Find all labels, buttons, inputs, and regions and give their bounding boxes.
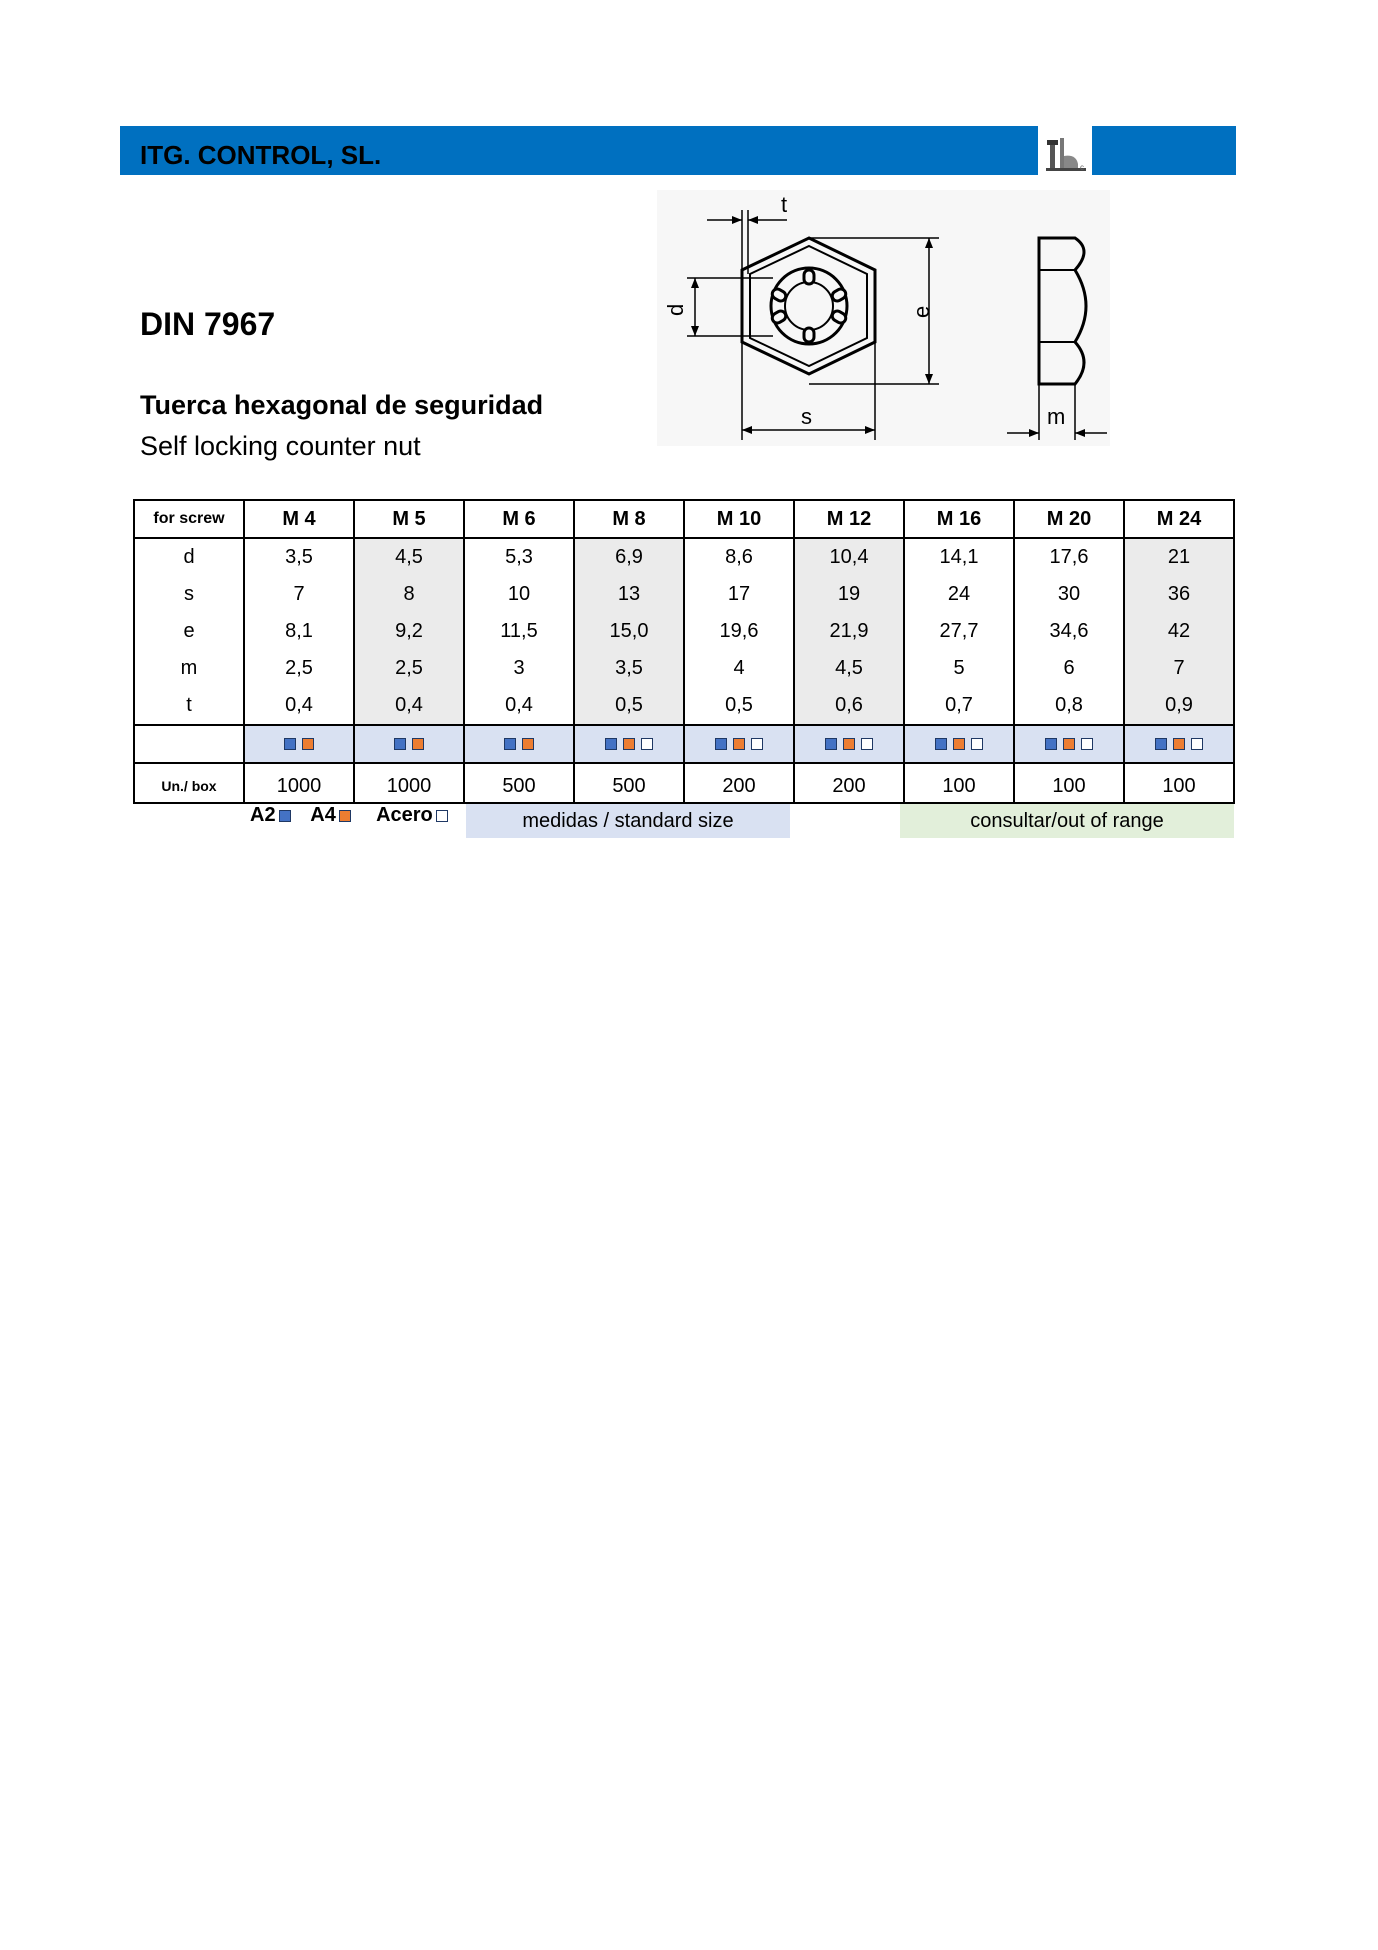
material-legend xyxy=(250,804,451,838)
acero-swatch-icon xyxy=(641,738,653,750)
technical-drawing xyxy=(657,190,1110,446)
table-cell: 0,9 xyxy=(1124,687,1234,725)
spacer-cell xyxy=(354,763,464,770)
table-spacer xyxy=(134,763,1234,770)
units-per-box-cell: 1000 xyxy=(244,770,354,803)
a2-swatch-icon xyxy=(284,738,296,750)
a2-swatch-icon xyxy=(935,738,947,750)
spacer-cell xyxy=(244,763,354,770)
table-cell: 0,5 xyxy=(684,687,794,725)
table-cell: 8,1 xyxy=(244,613,354,650)
table-cell: 19,6 xyxy=(684,613,794,650)
a2-swatch-icon xyxy=(825,738,837,750)
materials-cell xyxy=(684,725,794,763)
a4-swatch-icon xyxy=(522,738,534,750)
spacer-cell xyxy=(464,763,574,770)
legend-acero-label: Acero xyxy=(376,804,433,827)
a4-swatch-icon xyxy=(843,738,855,750)
units-per-box-cell: 500 xyxy=(464,770,574,803)
materials-cell xyxy=(1014,725,1124,763)
table-cell: 42 xyxy=(1124,613,1234,650)
size-header: M 4 xyxy=(244,500,354,538)
units-per-box-cell: 500 xyxy=(574,770,684,803)
row-label: t xyxy=(134,687,244,725)
units-per-box-cell: 100 xyxy=(1014,770,1124,803)
materials-cell xyxy=(794,725,904,763)
table-cell: 34,6 xyxy=(1014,613,1124,650)
spacer-cell xyxy=(904,763,1014,770)
a4-swatch-icon xyxy=(1173,738,1185,750)
materials-cell xyxy=(574,725,684,763)
size-header: M 8 xyxy=(574,500,684,538)
size-header: M 10 xyxy=(684,500,794,538)
table-cell: 2,5 xyxy=(244,650,354,687)
table-cell: 10,4 xyxy=(794,538,904,576)
table-cell: 0,4 xyxy=(244,687,354,725)
a2-swatch-icon xyxy=(504,738,516,750)
legend-a2-label: A2 xyxy=(250,804,276,827)
table-row xyxy=(134,538,1234,576)
acero-swatch-icon xyxy=(1191,738,1203,750)
table-header-row xyxy=(134,500,1234,538)
size-header: M 5 xyxy=(354,500,464,538)
a2-swatch-icon xyxy=(605,738,617,750)
a2-swatch-icon xyxy=(1045,738,1057,750)
table-cell: 2,5 xyxy=(354,650,464,687)
size-header: M 20 xyxy=(1014,500,1124,538)
units-per-box-row xyxy=(134,770,1234,803)
table-cell: 17,6 xyxy=(1014,538,1124,576)
table-row xyxy=(134,687,1234,725)
table-cell: 5,3 xyxy=(464,538,574,576)
spacer-cell xyxy=(1014,763,1124,770)
legend-a4-label: A4 xyxy=(310,804,336,827)
units-per-box-cell: 200 xyxy=(684,770,794,803)
spacer-cell xyxy=(794,763,904,770)
a4-swatch-icon xyxy=(953,738,965,750)
svg-text:c: c xyxy=(1080,163,1084,172)
a2-swatch-icon xyxy=(279,810,291,822)
a2-swatch-icon xyxy=(1155,738,1167,750)
product-title-es: Tuerca hexagonal de seguridad xyxy=(140,390,544,420)
a2-swatch-icon xyxy=(394,738,406,750)
table-cell: 8 xyxy=(354,576,464,613)
acero-swatch-icon xyxy=(971,738,983,750)
legend-out-of-range: consultar/out of range xyxy=(900,804,1234,838)
table-cell: 7 xyxy=(1124,650,1234,687)
table-cell: 36 xyxy=(1124,576,1234,613)
units-per-box-cell: 100 xyxy=(1124,770,1234,803)
table-cell: 14,1 xyxy=(904,538,1014,576)
table-cell: 7 xyxy=(244,576,354,613)
table-cell: 9,2 xyxy=(354,613,464,650)
table-cell: 0,5 xyxy=(574,687,684,725)
itg-logo-icon xyxy=(1038,126,1092,175)
dimensions-table xyxy=(133,499,1235,804)
acero-swatch-icon xyxy=(751,738,763,750)
table-cell: 30 xyxy=(1014,576,1124,613)
row-label: m xyxy=(134,650,244,687)
table-cell: 21,9 xyxy=(794,613,904,650)
table-cell: 3,5 xyxy=(244,538,354,576)
table-row xyxy=(134,650,1234,687)
table-cell: 24 xyxy=(904,576,1014,613)
table-cell: 19 xyxy=(794,576,904,613)
product-title-en: Self locking counter nut xyxy=(140,431,421,461)
table-cell: 5 xyxy=(904,650,1014,687)
header-label: for screw xyxy=(134,500,244,538)
table-cell: 4,5 xyxy=(794,650,904,687)
legend-standard-size: medidas / standard size xyxy=(466,804,790,838)
a2-swatch-icon xyxy=(715,738,727,750)
materials-row-label xyxy=(134,725,244,763)
a4-swatch-icon xyxy=(623,738,635,750)
table-cell: 4 xyxy=(684,650,794,687)
table-cell: 10 xyxy=(464,576,574,613)
dim-d-label: d xyxy=(663,303,688,316)
row-label: s xyxy=(134,576,244,613)
table-cell: 3,5 xyxy=(574,650,684,687)
a4-swatch-icon xyxy=(302,738,314,750)
table-cell: 0,4 xyxy=(354,687,464,725)
dim-m-label: m xyxy=(1047,404,1066,429)
materials-cell xyxy=(904,725,1014,763)
spacer-cell xyxy=(574,763,684,770)
table-cell: 11,5 xyxy=(464,613,574,650)
table-cell: 13 xyxy=(574,576,684,613)
size-header: M 12 xyxy=(794,500,904,538)
materials-cell xyxy=(244,725,354,763)
table-cell: 0,8 xyxy=(1014,687,1124,725)
materials-cell xyxy=(464,725,574,763)
units-per-box-cell: 1000 xyxy=(354,770,464,803)
a4-swatch-icon xyxy=(339,810,351,822)
size-header: M 16 xyxy=(904,500,1014,538)
acero-swatch-icon xyxy=(861,738,873,750)
table-cell: 4,5 xyxy=(354,538,464,576)
table-row xyxy=(134,613,1234,650)
table-cell: 21 xyxy=(1124,538,1234,576)
dim-t-label: t xyxy=(781,192,788,217)
size-header: M 6 xyxy=(464,500,574,538)
company-name: ITG. CONTROL, SL. xyxy=(140,140,382,170)
a4-swatch-icon xyxy=(412,738,424,750)
materials-cell xyxy=(354,725,464,763)
materials-row xyxy=(134,725,1234,763)
acero-swatch-icon xyxy=(1081,738,1093,750)
table-cell: 15,0 xyxy=(574,613,684,650)
table-cell: 0,6 xyxy=(794,687,904,725)
row-label: e xyxy=(134,613,244,650)
table-cell: 6 xyxy=(1014,650,1124,687)
spacer-cell xyxy=(134,763,244,770)
table-cell: 27,7 xyxy=(904,613,1014,650)
product-code: DIN 7967 xyxy=(140,306,276,342)
spacer-cell xyxy=(1124,763,1234,770)
table-cell: 0,4 xyxy=(464,687,574,725)
table-cell: 6,9 xyxy=(574,538,684,576)
table-row xyxy=(134,576,1234,613)
materials-cell xyxy=(1124,725,1234,763)
row-label: d xyxy=(134,538,244,576)
a4-swatch-icon xyxy=(733,738,745,750)
table-cell: 17 xyxy=(684,576,794,613)
size-header: M 24 xyxy=(1124,500,1234,538)
table-cell: 3 xyxy=(464,650,574,687)
dim-s-label: s xyxy=(801,404,812,429)
spacer-cell xyxy=(684,763,794,770)
units-per-box-label: Un./ box xyxy=(134,770,244,803)
table-cell: 8,6 xyxy=(684,538,794,576)
acero-swatch-icon xyxy=(436,810,448,822)
header-banner xyxy=(120,126,1236,175)
dim-e-label: e xyxy=(909,305,934,318)
a4-swatch-icon xyxy=(1063,738,1075,750)
table-cell: 0,7 xyxy=(904,687,1014,725)
units-per-box-cell: 200 xyxy=(794,770,904,803)
units-per-box-cell: 100 xyxy=(904,770,1014,803)
